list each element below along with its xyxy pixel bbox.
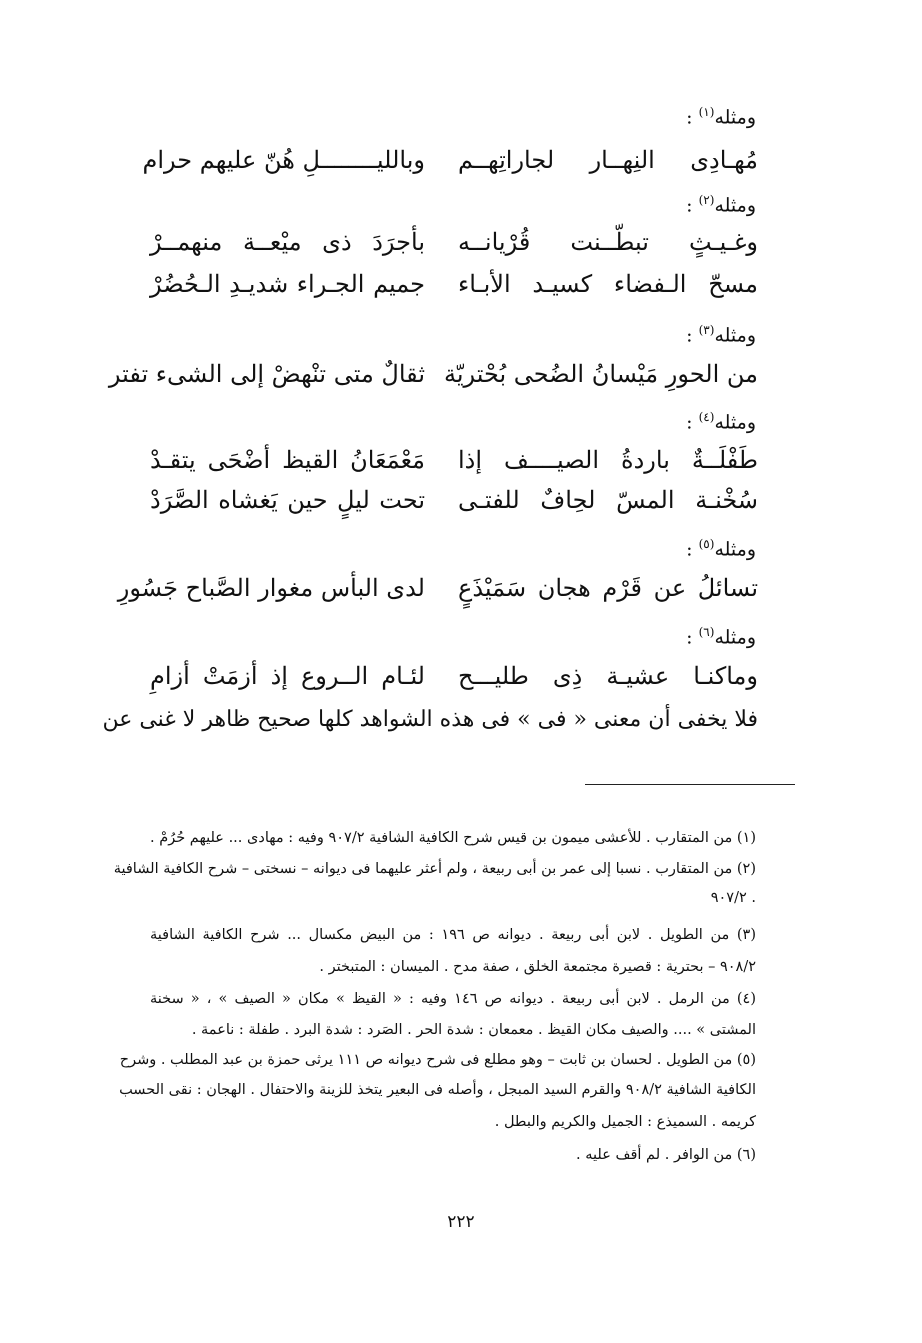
footnote-continuation: المشتى » .... والصيف مكان القيظ . معمعان : شدة الحر . الصَرد : شدة البرد . طفلة : ناعمة .	[191, 1022, 756, 1038]
example-intro	[686, 188, 756, 217]
footnote: (٣) من الطويل . لابن أبى ربيعة . ديوانه ص ١٩٦ : من البيض مكسال ... شرح الكافية الشافية	[150, 927, 756, 943]
footnote: (١) من المتقارب . للأعشى ميمون بن قيس شرح الكافية الشافية ٩٠٧/٢ وفيه : مهادى ... عليهم حُرُمْ .	[150, 830, 756, 846]
colon: :	[686, 194, 693, 217]
footnote-ref[interactable]: (٦)	[698, 625, 715, 639]
body-paragraph: فلا يخفى أن معنى « فى » فى هذه الشواهد كلها صحيح ظاهر لا غنى عن	[102, 707, 758, 732]
verse-first-hemistich: تسائلُ عن قَرْم هجان سَمَيْذَعٍ	[458, 574, 758, 602]
footnote-separator	[585, 784, 795, 785]
verse-second-hemistich: بأجرَدَ ذى ميْعــة منهمــرْ	[150, 228, 425, 256]
verse-line	[150, 222, 758, 262]
example-intro	[686, 318, 756, 347]
verse-second-hemistich: ثقالٌ متى تنْهضْ إلى الشىء تفتر	[108, 360, 425, 388]
verse-line	[108, 354, 758, 394]
example-intro	[686, 100, 756, 129]
footnote-ref[interactable]: (٤)	[698, 410, 715, 424]
verse-first-hemistich: وغـيـثٍ تبطّــنت قُرْيانــه	[458, 228, 758, 256]
footnote-continuation: كريمه . السميذع : الجميل والكريم والبطل .	[494, 1114, 756, 1130]
verse-first-hemistich: سُخْنـة المسّ لحِافٌ للفتـى	[458, 486, 758, 514]
footnote-continuation: الكافية الشافية ٩٠٨/٢ والقرم السيد المبجل ، وأصله فى البعير يتخذ للزينة والاحتفال . الهجان : نقى الحسب	[119, 1082, 756, 1098]
example-intro	[686, 620, 756, 649]
page-number: ٢٢٢	[447, 1212, 475, 1232]
verse-second-hemistich: لئـام الــروع إذ أزمَتْ أزامِ	[150, 662, 425, 690]
verse-first-hemistich: من الحورِ مَيْسانُ الضُحى بُحْتريّة	[443, 360, 758, 388]
footnote-ref[interactable]: (٣)	[698, 323, 715, 337]
colon: :	[686, 106, 693, 129]
example-label: ومثله	[714, 194, 756, 217]
verse-second-hemistich: لدى البأس مغوار الصَّباح جَسُورِ	[117, 574, 425, 602]
example-label: ومثله	[714, 538, 756, 561]
verse-second-hemistich: جميم الجـراء شديـدِ الـحُضُرْ	[150, 270, 425, 298]
colon: :	[686, 626, 693, 649]
footnote-ref[interactable]: (٢)	[698, 193, 715, 207]
example-label: ومثله	[714, 324, 756, 347]
verse-line	[142, 140, 758, 180]
footnote: (٥) من الطويل . لحسان بن ثابت – وهو مطلع فى شرح ديوانه ص ١١١ يرثى حمزة بن عبد المطلب . وشرح	[119, 1052, 756, 1068]
colon: :	[686, 538, 693, 561]
verse-line	[150, 264, 758, 304]
footnote-continuation: . ٩٠٧/٢	[710, 890, 756, 906]
verse-first-hemistich: وماكنـا عشيـة ذِى طليـــح	[458, 662, 758, 690]
example-label: ومثله	[714, 626, 756, 649]
verse-line	[150, 480, 758, 520]
verse-line	[150, 440, 758, 480]
verse-second-hemistich: مَعْمَعَانُ القيظ أضْحَى يتقـدْ	[150, 446, 425, 474]
footnote: (٤) من الرمل . لابن أبى ربيعة . ديوانه ص ١٤٦ وفيه : « القيظ » مكان « الصيف » ، « سخنة	[150, 991, 757, 1007]
footnote: (٦) من الوافر . لم أقف عليه .	[576, 1147, 756, 1163]
footnote-continuation: ٩٠٨/٢ – بحترية : قصيرة مجتمعة الخلق ، صفة مدح . الميسان : المتبختر .	[319, 959, 756, 975]
verse-line	[150, 656, 758, 696]
example-intro	[686, 532, 756, 561]
verse-first-hemistich: طَفْلَــةٌ باردةُ الصيــــف إذا	[458, 446, 758, 474]
colon: :	[686, 411, 693, 434]
verse-first-hemistich: مُهـادِى النِهــار لجاراتِهــم	[458, 146, 758, 174]
footnote-ref[interactable]: (١)	[698, 105, 715, 119]
verse-second-hemistich: وبالليــــــــلِ هُنّ عليهم حرام	[142, 146, 425, 174]
example-label: ومثله	[714, 411, 756, 434]
example-intro	[686, 405, 756, 434]
verse-second-hemistich: تحت ليلٍ حين يَغشاه الصَّرَدْ	[150, 486, 425, 514]
verse-first-hemistich: مسحّ الـفضاء كسيـد الأبـاء	[458, 270, 758, 298]
footnote: (٢) من المتقارب . نسبا إلى عمر بن أبى ربيعة ، ولم أعثر عليهما فى ديوانه – نسختى – شرح الكافية الشافية	[113, 861, 756, 877]
example-label: ومثله	[714, 106, 756, 129]
verse-line	[117, 568, 758, 608]
footnote-ref[interactable]: (٥)	[698, 537, 715, 551]
colon: :	[686, 324, 693, 347]
